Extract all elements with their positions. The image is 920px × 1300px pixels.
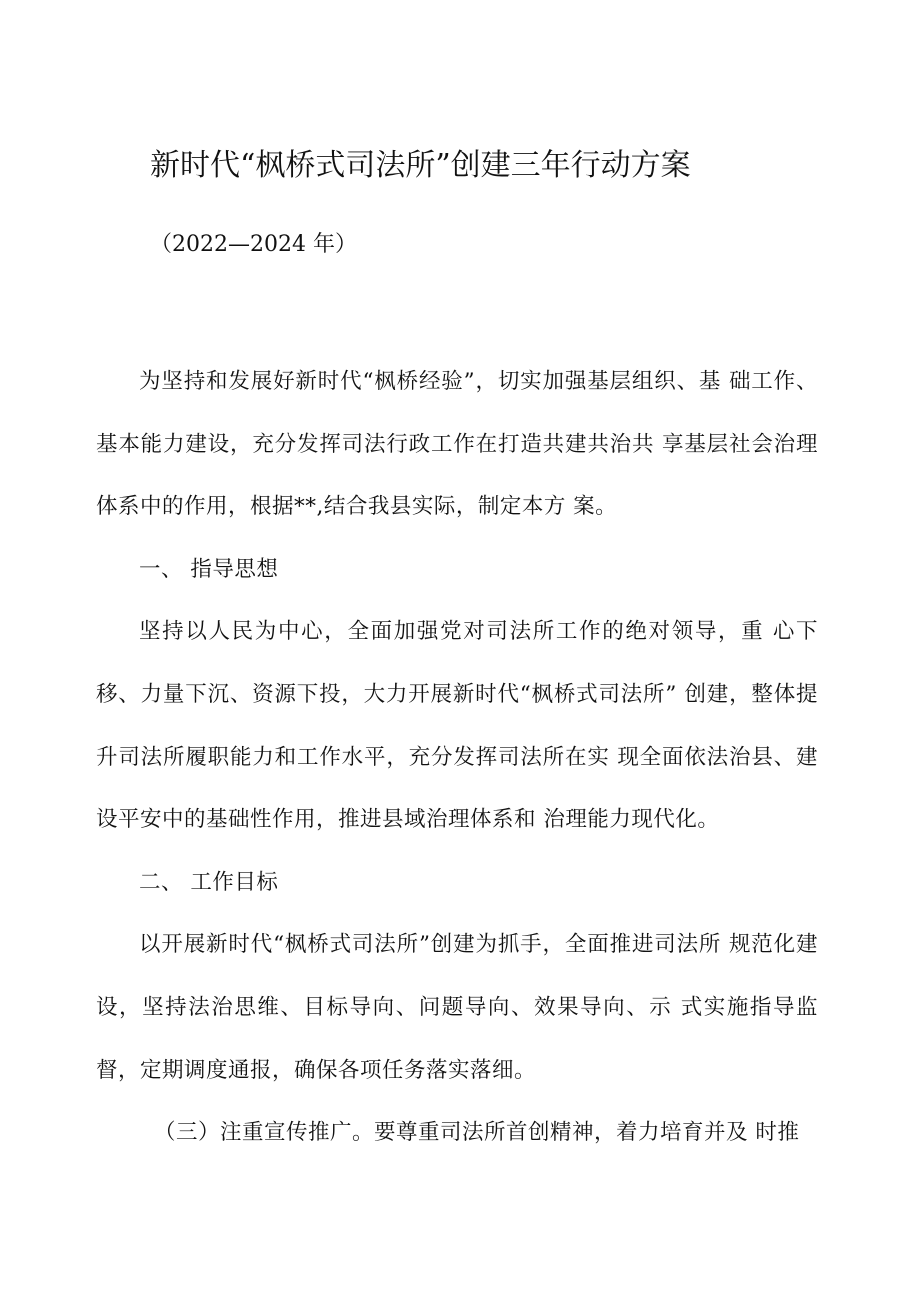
document-title: 新时代“枫桥式司法所”创建三年行动方案	[150, 148, 691, 183]
paragraph-intro: 为坚持和发展好新时代“枫桥经验”，切实加强基层组织、基 础工作、基本能力建设，充分发挥司法行政工作在打造共建共治共 享基层社会治理体系中的作用，根据**,结合我县实际，制定本方 案。	[96, 369, 818, 520]
section-heading-guiding-ideology: 一、 指导思想	[139, 556, 279, 582]
document-body	[96, 351, 818, 1165]
document-subtitle: （2022—2024 年）	[150, 232, 357, 257]
paragraph-guiding-ideology: 坚持以人民为中心，全面加强党对司法所工作的绝对领导，重 心下移、力量下沉、资源下投，大力开展新时代“枫桥式司法所” 创建，整体提升司法所履职能力和工作水平，充分发挥司法所在实 现全面依法治县、建设平安中的基础性作用，推进县域治理体系和 治理能力现代化。	[96, 619, 818, 833]
paragraph-work-goals: 以开展新时代“枫桥式司法所”创建为抓手，全面推进司法所 规范化建设，坚持法治思维、目标导向、问题导向、效果导向、示 式实施指导监督，定期调度通报，确保各项任务落实落细。	[96, 932, 818, 1083]
paragraph-publicity: （三）注重宣传推广。要尊重司法所首创精神，着力培育并及 时推	[154, 1120, 800, 1146]
section-heading-work-goals: 二、 工作目标	[139, 869, 279, 895]
